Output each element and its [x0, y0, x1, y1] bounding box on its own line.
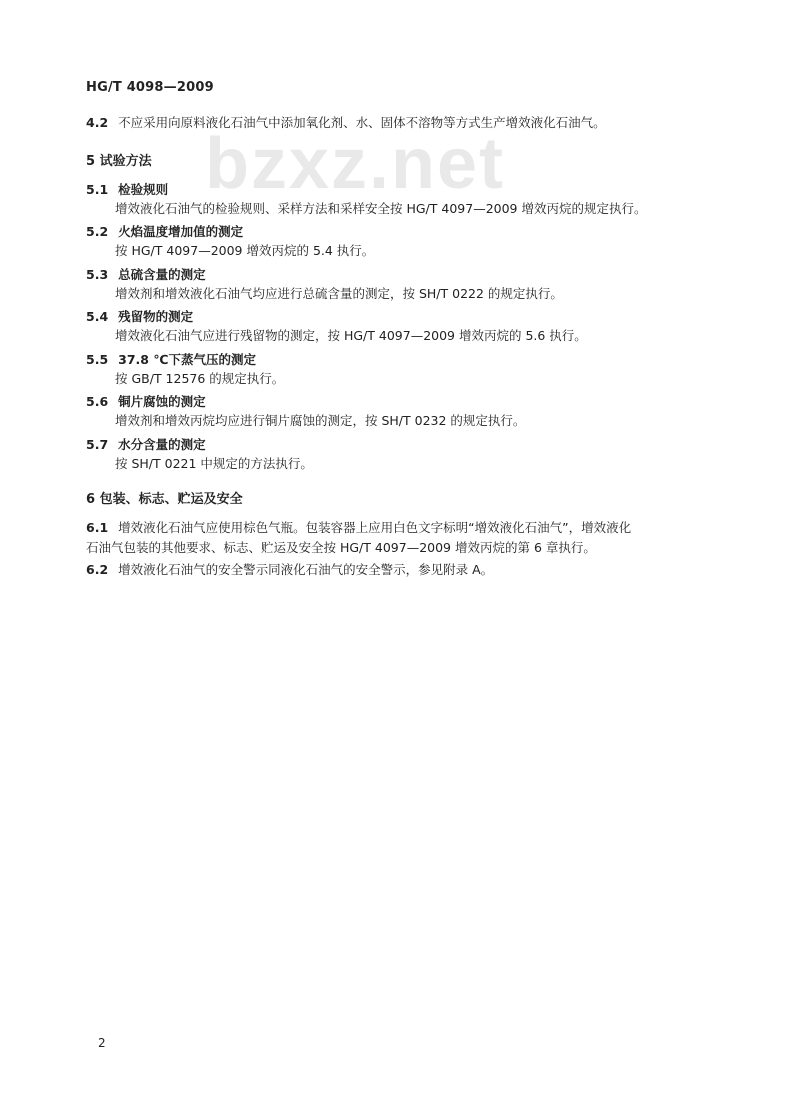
- section-5-title: 5 试验方法: [86, 154, 152, 169]
- clause-number: 4.2: [86, 115, 109, 130]
- clause-5-3-heading: 5.3 总硫含量的测定: [86, 267, 206, 282]
- clause-6-1-line-2: 石油气包装的其他要求、标志、贮运及安全按 HG/T 4097—2009 增效丙烷的第 6 章执行。: [86, 540, 596, 555]
- clause-5-5-body: 按 GB/T 12576 的规定执行。: [115, 371, 285, 386]
- document-code-header: HG/T 4098—2009: [86, 80, 214, 95]
- clause-5-4-body: 增效液化石油气应进行残留物的测定，按 HG/T 4097—2009 增效丙烷的 5.6 执行。: [115, 328, 587, 343]
- clause-5-2-body: 按 HG/T 4097—2009 增效丙烷的 5.4 执行。: [115, 243, 375, 258]
- clause-5-1-heading: 5.1 检验规则: [86, 182, 169, 197]
- watermark: bzxz.net: [205, 124, 506, 204]
- clause-5-6-heading: 5.6 铜片腐蚀的测定: [86, 394, 206, 409]
- clause-6-1-line-1: 增效液化石油气应使用棕色气瓶。包装容器上应用白色文字标明“增效液化石油气”，增效液化: [118, 520, 632, 535]
- clause-5-5-heading: 5.5 37.8 ℃下蒸气压的测定: [86, 352, 256, 367]
- clause-6-2: 6.2 增效液化石油气的安全警示同液化石油气的安全警示，参见附录 A。: [86, 562, 494, 577]
- clause-5-2-heading: 5.2 火焰温度增加值的测定: [86, 224, 244, 239]
- clause-5-7-heading: 5.7 水分含量的测定: [86, 437, 206, 452]
- clause-5-1-body: 增效液化石油气的检验规则、采样方法和采样安全按 HG/T 4097—2009 增效丙烷的规定执行。: [115, 201, 647, 216]
- clause-5-3-body: 增效剂和增效液化石油气均应进行总硫含量的测定，按 SH/T 0222 的规定执行。: [115, 286, 563, 301]
- clause-4-2: [86, 113, 606, 131]
- clause-6-1: 6.1 增效液化石油气应使用棕色气瓶。包装容器上应用白色文字标明“增效液化石油气”，增效液化: [86, 520, 632, 535]
- clause-5-7-body: 按 SH/T 0221 中规定的方法执行。: [115, 456, 313, 471]
- page-number: 2: [98, 1036, 106, 1050]
- clause-5-4-heading: 5.4 残留物的测定: [86, 309, 194, 324]
- section-6-title: 6 包装、标志、贮运及安全: [86, 492, 243, 507]
- clause-text: 不应采用向原料液化石油气中添加氧化剂、水、固体不溶物等方式生产增效液化石油气。: [118, 115, 606, 130]
- clause-5-6-body: 增效剂和增效丙烷均应进行铜片腐蚀的测定，按 SH/T 0232 的规定执行。: [115, 413, 526, 428]
- clause-6-2-text: 增效液化石油气的安全警示同液化石油气的安全警示，参见附录 A。: [118, 562, 494, 577]
